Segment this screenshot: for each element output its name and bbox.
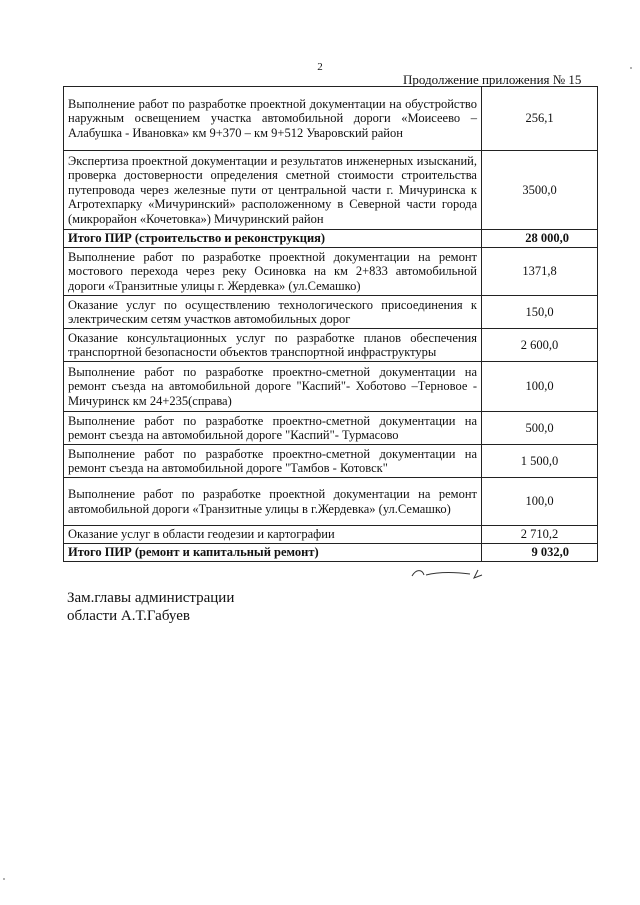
table-row [64, 296, 598, 329]
signature-name: области А.Т.Габуев [67, 608, 190, 624]
row-amount: 150,0 [482, 296, 598, 329]
row-amount: 100,0 [482, 478, 598, 526]
total-row [64, 544, 598, 562]
row-description: Оказание услуг в области геодезии и картографии [64, 526, 482, 544]
row-amount: 100,0 [482, 362, 598, 412]
total-amount: 9 032,0 [482, 544, 598, 562]
page-number: 2 [317, 61, 323, 73]
row-amount: 3500,0 [482, 151, 598, 230]
signature-position: Зам.главы администрации [67, 590, 235, 606]
total-amount: 28 000,0 [482, 230, 598, 248]
table-row [64, 248, 598, 296]
table-row [64, 151, 598, 230]
signature-stroke [408, 566, 492, 580]
row-description: Выполнение работ по разработке проектно-сметной документации на ремонт съезда на автомобильной дороге "Тамбов - Котовск" [64, 445, 482, 478]
row-amount: 1 500,0 [482, 445, 598, 478]
scan-speck [3, 878, 5, 880]
signature-block [67, 589, 234, 625]
table-row [64, 445, 598, 478]
row-amount: 500,0 [482, 412, 598, 445]
expenses-table [63, 86, 598, 562]
table-row [64, 362, 598, 412]
row-amount: 256,1 [482, 87, 598, 151]
scan-speck [630, 67, 632, 69]
total-label: Итого ПИР (строительство и реконструкция) [64, 230, 482, 248]
table-row [64, 478, 598, 526]
table-row [64, 526, 598, 544]
row-description: Выполнение работ по разработке проектной документации на обустройство наружным освещением участка автомобильной дороги «Моисеево – Алабушка - Ивановка» км 9+370 – км 9+512 Уваровский район [64, 87, 482, 151]
row-description: Экспертиза проектной документации и результатов инженерных изысканий, проверка достоверности определения сметной стоимости строительства путепровода через железные пути от центральной части г. Мичуринска к Агротехпарку «Мичуринский» расположенному в Северной части города (микрорайон «Кочетовка») Мичуринский район [64, 151, 482, 230]
table-row [64, 87, 598, 151]
total-row [64, 230, 598, 248]
table-row [64, 412, 598, 445]
row-description: Выполнение работ по разработке проектной документации на ремонт мостового перехода через реку Осиновка на км 2+833 автомобильной дороги «Транзитные улицы г. Жердевка» (ул.Семашко) [64, 248, 482, 296]
row-description: Оказание услуг по осуществлению технологического присоединения к электрическим сетям участков автомобильных дорог [64, 296, 482, 329]
continuation-heading: Продолжение приложения № 15 [403, 72, 582, 87]
row-amount: 2 710,2 [482, 526, 598, 544]
row-description: Выполнение работ по разработке проектно-сметной документации на ремонт съезда на автомобильной дороге "Каспий"- Турмасово [64, 412, 482, 445]
table-row [64, 329, 598, 362]
row-description: Оказание консультационных услуг по разработке планов обеспечения транспортной безопасности объектов транспортной инфраструктуры [64, 329, 482, 362]
row-amount: 2 600,0 [482, 329, 598, 362]
row-description: Выполнение работ по разработке проектно-сметной документации на ремонт съезда на автомобильной дороге "Каспий"- Хоботово –Терновое - Мичуринск км 24+235(справа) [64, 362, 482, 412]
row-amount: 1371,8 [482, 248, 598, 296]
row-description: Выполнение работ по разработке проектной документации на ремонт автомобильной дороги «Транзитные улицы в г.Жердевка» (ул.Семашко) [64, 478, 482, 526]
total-label: Итого ПИР (ремонт и капитальный ремонт) [64, 544, 482, 562]
